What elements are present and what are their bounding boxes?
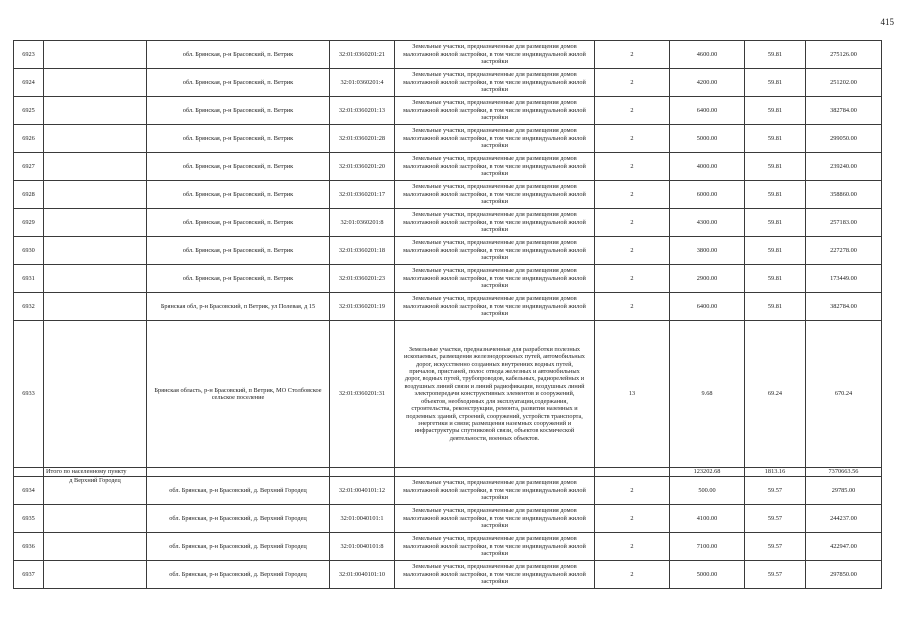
area-value: 9.68 (670, 321, 745, 468)
area-value: 4100.00 (670, 505, 745, 533)
row-number: 6923 (14, 41, 44, 69)
land-use-purpose: Земельные участки, предназначенные для размещения домов малоэтажной жилой застройки, в том числе индивидуальной жилой застройки (395, 153, 595, 181)
total-rate: 1813.16 (745, 468, 806, 477)
specific-value: 59.81 (745, 97, 806, 125)
specific-value: 59.81 (745, 125, 806, 153)
group-code: 2 (595, 561, 670, 589)
locality-cell (44, 505, 147, 533)
locality-cell (44, 41, 147, 69)
area-value: 5000.00 (670, 561, 745, 589)
group-code: 13 (595, 321, 670, 468)
land-use-purpose: Земельные участки, предназначенные для размещения домов малоэтажной жилой застройки, в том числе индивидуальной жилой застройки (395, 209, 595, 237)
specific-value: 59.81 (745, 209, 806, 237)
address-cell: обл. Брянская, р-н Брасовский, д. Верхний Городец (147, 477, 330, 505)
address-cell: обл. Брянская, р-н Брасовский, п. Ветрик (147, 69, 330, 97)
land-use-purpose: Земельные участки, предназначенные для размещения домов малоэтажной жилой застройки, в том числе индивидуальной жилой застройки (395, 97, 595, 125)
cadastral-value: 358860.00 (806, 181, 882, 209)
cadastral-number: 32:01:0360201:23 (330, 265, 395, 293)
area-value: 7100.00 (670, 533, 745, 561)
table-row (14, 477, 882, 505)
address-cell: Брянская обл, р-н Брасовский, п Ветрик, ул Полевая, д 15 (147, 293, 330, 321)
table-row (14, 237, 882, 265)
group-code: 2 (595, 209, 670, 237)
address-cell: обл. Брянская, р-н Брасовский, п. Ветрик (147, 209, 330, 237)
address-cell: обл. Брянская, р-н Брасовский, п. Ветрик (147, 265, 330, 293)
land-use-purpose: Земельные участки, предназначенные для размещения домов малоэтажной жилой застройки, в том числе индивидуальной жилой застройки (395, 41, 595, 69)
total-area: 123202.68 (670, 468, 745, 477)
address-cell: обл. Брянская, р-н Брасовский, д. Верхний Городец (147, 561, 330, 589)
table-row (14, 209, 882, 237)
cadastral-value: 257183.00 (806, 209, 882, 237)
address-cell: обл. Брянская, р-н Брасовский, д. Верхний Городец (147, 533, 330, 561)
cadastral-value: 382784.00 (806, 293, 882, 321)
cadastral-number: 32:01:0360201:19 (330, 293, 395, 321)
group-code: 2 (595, 265, 670, 293)
land-use-purpose: Земельные участки, предназначенные для размещения домов малоэтажной жилой застройки, в том числе индивидуальной жилой застройки (395, 293, 595, 321)
row-number: 6936 (14, 533, 44, 561)
row-number: 6931 (14, 265, 44, 293)
row-number: 6925 (14, 97, 44, 125)
land-use-purpose: Земельные участки, предназначенные для размещения домов малоэтажной жилой застройки, в том числе индивидуальной жилой застройки (395, 265, 595, 293)
cadastral-number: 32:01:0360201:4 (330, 69, 395, 97)
cadastral-value: 299050.00 (806, 125, 882, 153)
row-number: 6935 (14, 505, 44, 533)
cadastral-value: 422947.00 (806, 533, 882, 561)
cadastral-number: 32:01:0360201:21 (330, 41, 395, 69)
empty-cell (147, 468, 330, 477)
cadastral-number: 32:01:0040101:8 (330, 533, 395, 561)
land-registry-table (13, 40, 882, 589)
address-cell: обл. Брянская, р-н Брасовский, д. Верхний Городец (147, 505, 330, 533)
land-use-purpose: Земельные участки, предназначенные для размещения домов малоэтажной жилой застройки, в том числе индивидуальной жилой застройки (395, 181, 595, 209)
cadastral-value: 173449.00 (806, 265, 882, 293)
table-row (14, 97, 882, 125)
specific-value: 59.81 (745, 293, 806, 321)
land-use-purpose: Земельные участки, предназначенные для размещения домов малоэтажной жилой застройки, в том числе индивидуальной жилой застройки (395, 533, 595, 561)
area-value: 4600.00 (670, 41, 745, 69)
land-use-purpose: Земельные участки, предназначенные для размещения домов малоэтажной жилой застройки, в том числе индивидуальной жилой застройки (395, 125, 595, 153)
address-cell: обл. Брянская, р-н Брасовский, п. Ветрик (147, 125, 330, 153)
address-cell: обл. Брянская, р-н Брасовский, п. Ветрик (147, 237, 330, 265)
row-number: 6933 (14, 321, 44, 468)
row-number: 6928 (14, 181, 44, 209)
empty-cell (595, 468, 670, 477)
table-row (14, 533, 882, 561)
cadastral-value: 670.24 (806, 321, 882, 468)
locality-cell (44, 293, 147, 321)
row-number: 6929 (14, 209, 44, 237)
specific-value: 69.24 (745, 321, 806, 468)
locality-cell (44, 533, 147, 561)
cadastral-value: 239240.00 (806, 153, 882, 181)
table-row (14, 293, 882, 321)
cadastral-value: 251202.00 (806, 69, 882, 97)
table-row (14, 561, 882, 589)
row-number: 6934 (14, 477, 44, 505)
land-use-purpose: Земельные участки, предназначенные для размещения домов малоэтажной жилой застройки, в том числе индивидуальной жилой застройки (395, 505, 595, 533)
table-row (14, 505, 882, 533)
cadastral-number: 32:01:0360201:20 (330, 153, 395, 181)
area-value: 6000.00 (670, 181, 745, 209)
specific-value: 59.81 (745, 237, 806, 265)
table-row (14, 181, 882, 209)
empty-cell (395, 468, 595, 477)
cadastral-value: 227278.00 (806, 237, 882, 265)
area-value: 4300.00 (670, 209, 745, 237)
cadastral-value: 382784.00 (806, 97, 882, 125)
specific-value: 59.57 (745, 533, 806, 561)
area-value: 2900.00 (670, 265, 745, 293)
row-number: 6924 (14, 69, 44, 97)
cadastral-value: 297850.00 (806, 561, 882, 589)
table-row (14, 153, 882, 181)
specific-value: 59.57 (745, 505, 806, 533)
cadastral-number: 32:01:0360201:31 (330, 321, 395, 468)
row-number: 6926 (14, 125, 44, 153)
row-number: 6927 (14, 153, 44, 181)
group-code: 2 (595, 505, 670, 533)
area-value: 4200.00 (670, 69, 745, 97)
locality-cell (44, 265, 147, 293)
row-number: 6930 (14, 237, 44, 265)
address-cell: Брянская область, р-н Брасовский, п Ветрик, МО Столбовское сельское поселение (147, 321, 330, 468)
specific-value: 59.81 (745, 153, 806, 181)
cadastral-value: 244237.00 (806, 505, 882, 533)
cadastral-number: 32:01:0040101:1 (330, 505, 395, 533)
table-row (14, 265, 882, 293)
locality-cell (44, 237, 147, 265)
table-row (14, 69, 882, 97)
land-use-purpose: Земельные участки, предназначенные для размещения домов малоэтажной жилой застройки, в том числе индивидуальной жилой застройки (395, 69, 595, 97)
table-row (14, 41, 882, 69)
land-use-purpose: Земельные участки, предназначенные для разработки полезных ископаемых, размещения железнодорожных путей, автомобильных дорог, искусственно созданных внутренних водных путей, причалов, пристаней, полос отвода железных и автомобильных дорог, водных путей, трубопроводов, кабельных, радиорелейных и воздушных линий связи и линий радиофикации, воздушных линий электропередачи конструктивных элементов и сооружений, объектов, необходимых для эксплуатации,содержания, строительства, реконструкции, ремонта, развития наземных и подземных зданий, строений, сооружений, устройств транспорта, энергетики и связи; размещения наземных сооружений и инфраструктуры спутниковой связи, объектов космической деятельности, военных объектов. (395, 321, 595, 468)
group-code: 2 (595, 69, 670, 97)
area-value: 5000.00 (670, 125, 745, 153)
group-code: 2 (595, 41, 670, 69)
locality-cell (44, 209, 147, 237)
group-code: 2 (595, 181, 670, 209)
cadastral-number: 32:01:0040101:12 (330, 477, 395, 505)
cadastral-number: 32:01:0360201:17 (330, 181, 395, 209)
land-use-purpose: Земельные участки, предназначенные для размещения домов малоэтажной жилой застройки, в том числе индивидуальной жилой застройки (395, 477, 595, 505)
group-code: 2 (595, 237, 670, 265)
locality-cell (44, 321, 147, 468)
cadastral-number: 32:01:0360201:28 (330, 125, 395, 153)
total-row (14, 468, 882, 477)
cadastral-value: 275126.00 (806, 41, 882, 69)
specific-value: 59.81 (745, 265, 806, 293)
locality-name: д Верхний Городец (44, 477, 147, 505)
specific-value: 59.57 (745, 561, 806, 589)
area-value: 500.00 (670, 477, 745, 505)
empty-cell (14, 468, 44, 477)
specific-value: 59.57 (745, 477, 806, 505)
address-cell: обл. Брянская, р-н Брасовский, п. Ветрик (147, 41, 330, 69)
specific-value: 59.81 (745, 181, 806, 209)
row-number: 6937 (14, 561, 44, 589)
cadastral-number: 32:01:0360201:8 (330, 209, 395, 237)
cadastral-number: 32:01:0360201:13 (330, 97, 395, 125)
specific-value: 59.81 (745, 41, 806, 69)
row-number: 6932 (14, 293, 44, 321)
address-cell: обл. Брянская, р-н Брасовский, п. Ветрик (147, 153, 330, 181)
address-cell: обл. Брянская, р-н Брасовский, п. Ветрик (147, 97, 330, 125)
area-value: 6400.00 (670, 97, 745, 125)
address-cell: обл. Брянская, р-н Брасовский, п. Ветрик (147, 181, 330, 209)
group-code: 2 (595, 533, 670, 561)
specific-value: 59.81 (745, 69, 806, 97)
group-code: 2 (595, 125, 670, 153)
total-value: 7370663.56 (806, 468, 882, 477)
group-code: 2 (595, 293, 670, 321)
area-value: 6400.00 (670, 293, 745, 321)
area-value: 3800.00 (670, 237, 745, 265)
cadastral-number: 32:01:0040101:10 (330, 561, 395, 589)
locality-cell (44, 561, 147, 589)
total-label: Итого по населенному пункту (44, 468, 147, 477)
page-number: 415 (880, 17, 894, 27)
locality-cell (44, 69, 147, 97)
cadastral-value: 29785.00 (806, 477, 882, 505)
table-row (14, 321, 882, 468)
group-code: 2 (595, 97, 670, 125)
area-value: 4000.00 (670, 153, 745, 181)
land-use-purpose: Земельные участки, предназначенные для размещения домов малоэтажной жилой застройки, в том числе индивидуальной жилой застройки (395, 561, 595, 589)
group-code: 2 (595, 153, 670, 181)
land-use-purpose: Земельные участки, предназначенные для размещения домов малоэтажной жилой застройки, в том числе индивидуальной жилой застройки (395, 237, 595, 265)
locality-cell (44, 97, 147, 125)
locality-cell (44, 181, 147, 209)
locality-cell (44, 125, 147, 153)
locality-cell (44, 153, 147, 181)
cadastral-number: 32:01:0360201:18 (330, 237, 395, 265)
table-row (14, 125, 882, 153)
empty-cell (330, 468, 395, 477)
group-code: 2 (595, 477, 670, 505)
